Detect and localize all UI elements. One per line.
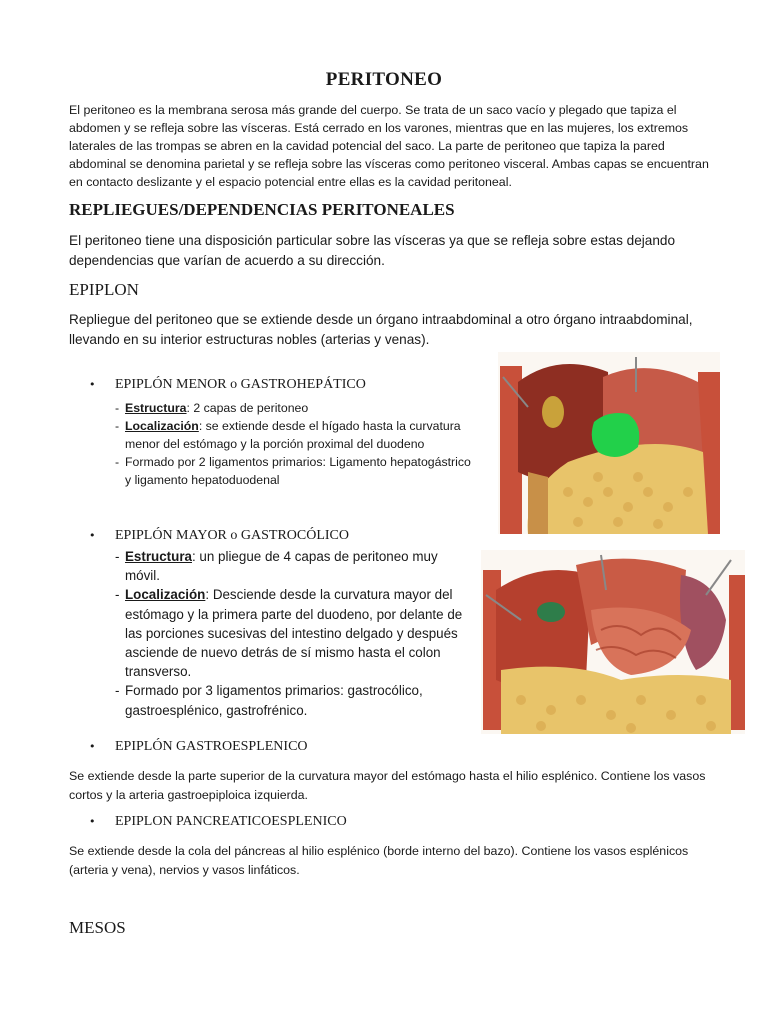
epiplon-pancreaticoesplenico-paragraph: Se extiende desde la cola del páncreas al hilio esplénico (borde interno del bazo). Contiene los vasos esplénicos (arteria y vena), nervios y vasos linfáticos. [69, 844, 689, 877]
item-text: Formado por 3 ligamentos primarios: gastrocólico, gastroesplénico, gastrofrénico. [125, 683, 423, 718]
repliegues-heading: REPLIEGUES/DEPENDENCIAS PERITONEALES [69, 200, 455, 219]
item-label: Localización [125, 587, 206, 603]
epiplon-mayor-list [115, 547, 465, 720]
list-item [115, 453, 475, 489]
page-title: PERITONEO [325, 69, 443, 90]
epiplon-gastroesplenico-title: EPIPLÓN GASTROESPLENICO [115, 739, 308, 754]
item-text: : 2 capas de peritoneo [186, 401, 309, 415]
bullet-icon: • [89, 740, 96, 753]
epiplon-menor-list [115, 399, 475, 489]
epiplon-menor-heading [89, 377, 366, 393]
item-label: Estructura [125, 401, 187, 415]
epiplon-menor-title: EPIPLÓN MENOR o GASTROHEPÁTICO [115, 377, 366, 392]
repliegues-paragraph: El peritoneo tiene una disposición particular sobre las vísceras ya que se refleja sobre estas dejando dependencias que varían de acuerdo a su dirección. [69, 233, 676, 268]
list-item [115, 681, 465, 719]
epiplon-mayor-title: EPIPLÓN MAYOR o GASTROCÓLICO [115, 528, 350, 543]
list-item [115, 547, 465, 585]
epiplon-mayor-illustration [481, 550, 745, 734]
list-item [115, 399, 475, 417]
bullet-icon: • [89, 529, 96, 542]
bullet-icon: • [89, 815, 96, 828]
epiplon-gastroesplenico-paragraph: Se extiende desde la parte superior de la curvatura mayor del estómago hasta el hilio esplénico. Contiene los vasos cortos y la arteria gastroepiploica izquierda. [69, 769, 706, 802]
epiplon-paragraph: Repliegue del peritoneo que se extiende desde un órgano intraabdominal a otro órgano intraabdominal, llevando en su interior estructuras nobles (arterias y venas). [69, 312, 693, 347]
item-text: : se extiende desde el hígado hasta la curvatura menor del estómago y la porción proximal del duodeno [125, 419, 461, 451]
epiplon-heading: EPIPLON [69, 280, 139, 299]
epiplon-pancreaticoesplenico-title: EPIPLON PANCREATICOESPLENICO [115, 814, 347, 829]
item-label: Estructura [125, 549, 192, 564]
item-text: Formado por 2 ligamentos primarios: Ligamento hepatogástrico y ligamento hepatoduodenal [125, 455, 471, 487]
item-text: : Desciende desde la curvatura mayor del estómago y la primera parte del duodeno, por delante de las porciones sucesivas del intestino delgado y después asciende de nuevo detrás de sí mismo hasta el colon transverso. [125, 587, 463, 680]
list-item [115, 585, 465, 681]
epiplon-gastroesplenico-heading [89, 739, 308, 755]
intro-paragraph: El peritoneo es la membrana serosa más grande del cuerpo. Se trata de un saco vacío y plegado que tapiza el abdomen y se refleja sobre las vísceras. Está cerrado en los varones, mientras que en las mujeres, los extremos laterales de las trompas se abren en la cavidad potencial del saco. La parte de peritoneo que tapiza la pared abdominal se denomina parietal y se refleja sobre las vísceras como peritoneo visceral. Ambas capas se encuentran en contacto deslizante y el espacio potencial entre ellas es la cavidad peritoneal. [69, 103, 709, 189]
item-label: Localización [125, 419, 199, 433]
bullet-icon: • [89, 378, 96, 391]
epiplon-mayor-heading [89, 528, 349, 544]
item-text: : un pliegue de 4 capas de peritoneo muy móvil. [125, 549, 438, 584]
epiplon-pancreaticoesplenico-heading [89, 814, 347, 830]
mesos-heading: MESOS [69, 918, 126, 937]
list-item [115, 417, 475, 453]
epiplon-menor-illustration [498, 352, 720, 534]
